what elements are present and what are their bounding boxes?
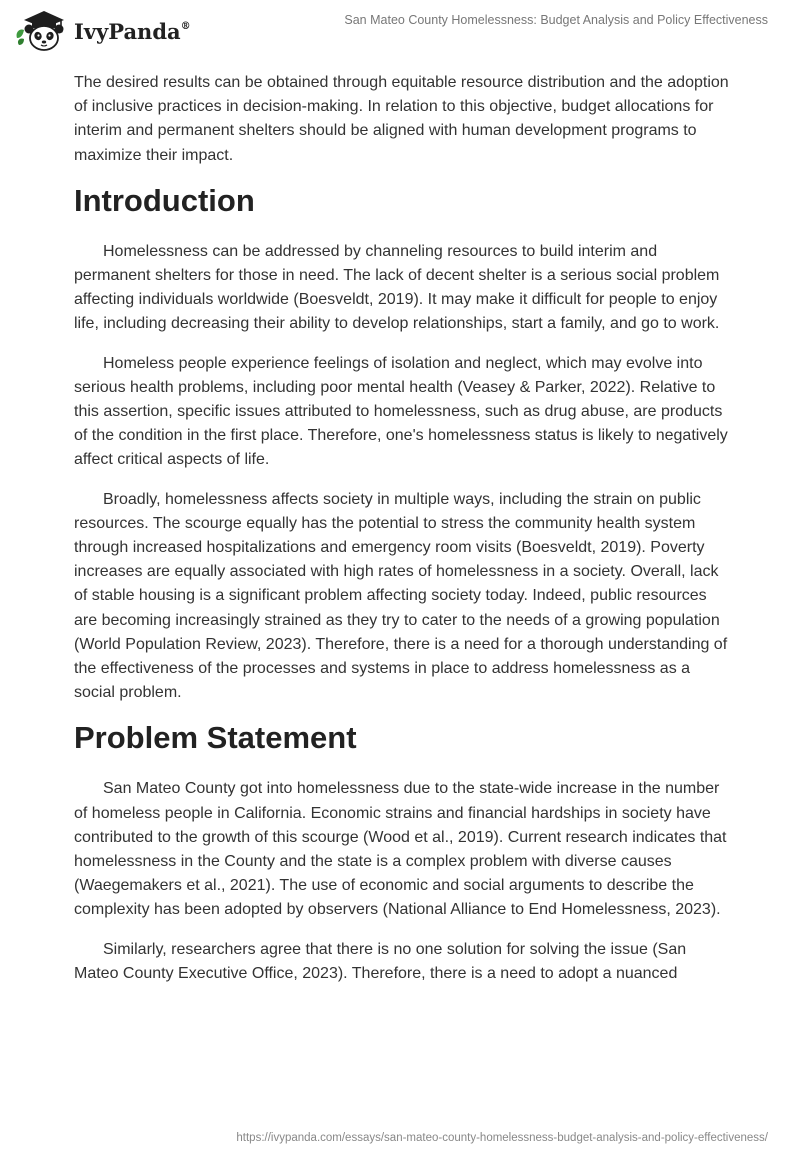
problem-statement-paragraph-2: Similarly, researchers agree that there is no one solution for solving the issue (San Mateo County Executive Office, 2023). Therefore, there is a need to adopt a nuanced xyxy=(74,940,687,982)
introduction-paragraph-1: Homelessness can be addressed by channeling resources to build interim and permanent shelters for those in need. The lack of decent shelter is a serious social problem affecting individuals worldwide (Boesveldt, 2019). It may make it difficult for people to enjoy life, including decreasing their ability to develop relationships, start a family, and go to work. xyxy=(74,242,720,333)
panda-graduate-icon xyxy=(14,8,68,52)
section-heading-problem-statement: Problem Statement xyxy=(74,720,357,756)
page-header xyxy=(0,0,800,60)
problem-statement-paragraph-1: San Mateo County got into homelessness due to the state-wide increase in the number of homeless people in California. Economic strains and financial hardships in society have contributed to the growth of this scourge (Wood et al., 2019). Current research indicates that homelessness in the County and the state is a complex problem with diverse causes (Waegemakers et al., 2021). The use of economic and social arguments to describe the complexity has been adopted by observers (National Alliance to End Homelessness, 2023). xyxy=(74,780,727,919)
source-url[interactable]: https://ivypanda.com/essays/san-mateo-county-homelessness-budget-analysis-and-policy-effectiveness/ xyxy=(236,1132,768,1144)
section-heading-introduction: Introduction xyxy=(74,182,255,218)
essay-body xyxy=(74,71,734,1001)
introduction-paragraph-3: Broadly, homelessness affects society in multiple ways, including the strain on public resources. The scourge equally has the potential to stress the community health system through increased hospitalizations and emergency room visits (Boesveldt, 2019). Poverty increases are equally associated with high rates of homelessness in a society. Overall, lack of stable housing is a significant problem affecting society today. Indeed, public resources are becoming increasingly strained as they try to cater to the needs of a growing population (World Population Review, 2023). Therefore, there is a need for a thorough understanding of the effectiveness of the processes and systems in place to address homelessness as a social problem. xyxy=(74,490,728,702)
ivypanda-logo[interactable] xyxy=(14,8,191,52)
introduction-paragraph-2: Homeless people experience feelings of isolation and neglect, which may evolve into serious health problems, including poor mental health (Veasey & Parker, 2022). Relative to this assertion, specific issues attributed to homelessness, such as drug abuse, are products of the condition in the first place. Therefore, one's homelessness status is likely to negatively affect critical aspects of life. xyxy=(74,354,728,469)
intro-paragraph: The desired results can be obtained through equitable resource distribution and the adoption of inclusive practices in decision-making. In relation to this objective, budget allocations for interim and permanent shelters should be aligned with human development programs to maximize their impact. xyxy=(74,74,729,164)
document-title: San Mateo County Homelessness: Budget Analysis and Policy Effectiveness xyxy=(344,13,768,27)
logo-wordmark: IvyPanda® xyxy=(74,18,191,44)
